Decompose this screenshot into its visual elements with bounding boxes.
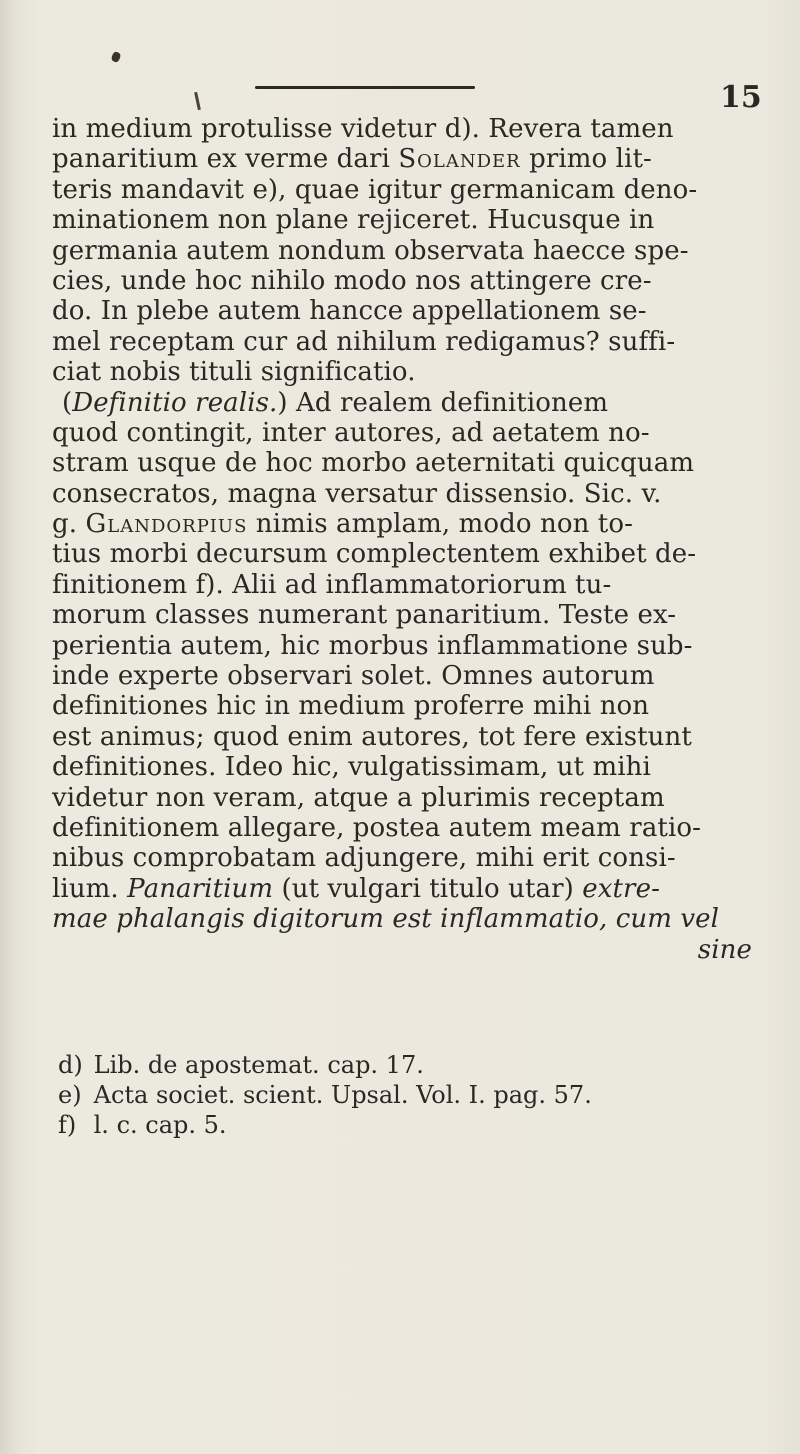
text-segment: consecratos, magna versatur dissensio. Sic. v. bbox=[52, 478, 662, 509]
text-segment: definitionem allegare, postea autem meam ratio- bbox=[52, 812, 702, 843]
text-segment: definitiones. Ideo hic, vulgatissimam, ut mihi bbox=[52, 752, 651, 783]
text-segment: Panaritium bbox=[127, 873, 274, 904]
text-segment: perientia autem, hic morbus inflammatione sub- bbox=[52, 630, 693, 661]
text-segment: (ut vulgari titulo utar) bbox=[273, 873, 583, 904]
footnote bbox=[58, 1110, 758, 1140]
text-line bbox=[52, 418, 764, 448]
footnote-text: l. c. cap. 5. bbox=[86, 1111, 227, 1139]
footnote bbox=[58, 1050, 758, 1080]
text-segment: g. bbox=[52, 509, 86, 540]
text-segment: minationem non plane rejiceret. Hucusque in bbox=[52, 205, 655, 236]
text-line bbox=[52, 722, 764, 752]
text-segment: Definitio realis. bbox=[72, 387, 278, 418]
ink-mark bbox=[194, 92, 201, 110]
text-line bbox=[52, 843, 764, 873]
text-segment: est animus; quod enim autores, tot fere existunt bbox=[52, 721, 692, 752]
text-line bbox=[52, 144, 764, 174]
text-segment: sine bbox=[697, 934, 752, 965]
text-segment: inde experte observari solet. Omnes autorum bbox=[52, 661, 655, 692]
text-line bbox=[52, 357, 764, 387]
footnote-text: Lib. de apostemat. cap. 17. bbox=[86, 1051, 424, 1079]
text-line bbox=[52, 691, 764, 721]
text-line bbox=[52, 175, 764, 205]
text-line bbox=[52, 266, 764, 296]
text-line bbox=[52, 296, 764, 326]
text-line bbox=[52, 539, 764, 569]
text-line bbox=[52, 752, 764, 782]
text-line bbox=[52, 874, 764, 904]
text-segment: finitionem f). Alii ad inflammatoriorum tu- bbox=[52, 569, 612, 600]
page-number: 15 bbox=[720, 80, 762, 115]
text-segment: Solander bbox=[398, 144, 521, 175]
main-paragraph bbox=[52, 114, 764, 965]
footnote-text: Acta societ. scient. Upsal. Vol. I. pag. 57. bbox=[86, 1081, 592, 1109]
text-segment: definitiones hic in medium proferre mihi non bbox=[52, 691, 650, 722]
text-segment: mel receptam cur ad nihilum redigamus? suffi- bbox=[52, 326, 676, 357]
text-line bbox=[52, 570, 764, 600]
ink-spot bbox=[111, 51, 122, 63]
text-line bbox=[52, 935, 764, 965]
text-line bbox=[52, 509, 764, 539]
text-segment: nimis amplam, modo non to- bbox=[247, 509, 633, 540]
footnote-label: e) bbox=[58, 1081, 82, 1109]
text-line bbox=[52, 904, 764, 934]
text-line bbox=[52, 448, 764, 478]
text-segment: cies, unde hoc nihilo modo nos attingere cre- bbox=[52, 265, 652, 296]
text-segment: nibus comprobatam adjungere, mihi erit consi- bbox=[52, 843, 676, 874]
text-segment: ) Ad realem definitionem bbox=[277, 387, 609, 418]
text-line bbox=[52, 327, 764, 357]
footnote bbox=[58, 1080, 758, 1110]
text-line bbox=[52, 236, 764, 266]
text-segment: quod contingit, inter autores, ad aetatem no- bbox=[52, 417, 650, 448]
footnote-label: f) bbox=[58, 1111, 77, 1139]
footnote-label: d) bbox=[58, 1051, 83, 1079]
text-line bbox=[52, 661, 764, 691]
text-segment: mae phalangis digitorum est inflammatio, cum vel bbox=[52, 904, 720, 935]
text-segment: do. In plebe autem hancce appellationem se- bbox=[52, 296, 647, 327]
text-line bbox=[52, 205, 764, 235]
text-line bbox=[52, 479, 764, 509]
text-line bbox=[52, 813, 764, 843]
text-segment: videtur non veram, atque a plurimis receptam bbox=[52, 782, 665, 813]
text-segment: in medium protulisse videtur d). Revera tamen bbox=[52, 114, 674, 144]
text-line bbox=[52, 388, 764, 418]
text-segment: primo lit- bbox=[520, 144, 652, 175]
text-segment: extre- bbox=[582, 873, 660, 904]
text-segment: morum classes numerant panaritium. Teste ex- bbox=[52, 600, 677, 631]
text-line bbox=[52, 114, 764, 144]
footnotes bbox=[58, 1050, 758, 1140]
header-rule bbox=[255, 86, 475, 89]
text-line bbox=[52, 631, 764, 661]
text-segment: teris mandavit e), quae igitur germanicam deno- bbox=[52, 174, 698, 205]
text-segment: stram usque de hoc morbo aeternitati quicquam bbox=[52, 448, 695, 479]
text-segment: tius morbi decursum complectentem exhibet de- bbox=[52, 539, 697, 570]
text-segment: germania autem nondum observata haecce spe- bbox=[52, 235, 689, 266]
text-segment: panaritium ex verme dari bbox=[52, 144, 399, 175]
text-segment: ciat nobis tituli significatio. bbox=[52, 357, 416, 388]
text-segment: ( bbox=[62, 387, 73, 418]
text-line bbox=[52, 783, 764, 813]
text-segment: Glandorpius bbox=[85, 509, 248, 540]
text-line bbox=[52, 600, 764, 630]
text-segment: lium. bbox=[52, 873, 128, 904]
